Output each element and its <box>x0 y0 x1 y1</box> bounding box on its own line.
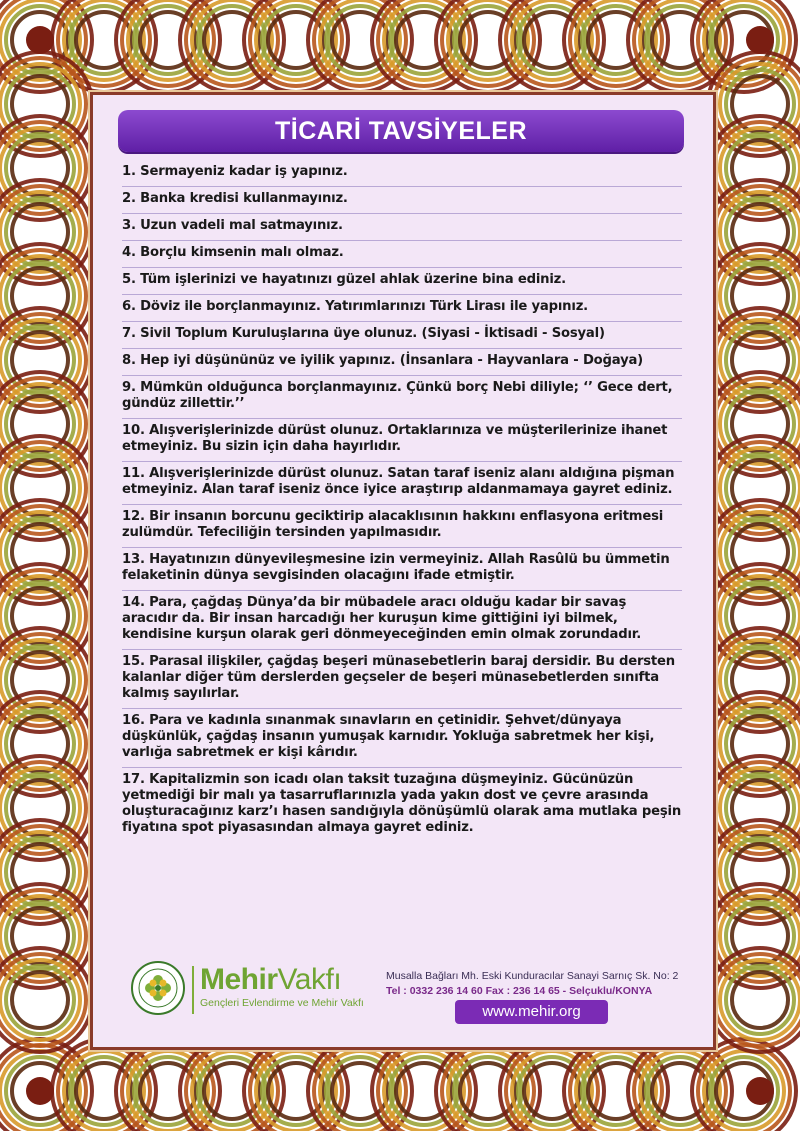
list-item: 15. Parasal ilişkiler, çağdaş beşeri münasebetlerin baraj dersidir. Bu dersten kalanlar diğer tüm derslerden geçseler de beşeri münasebetlerden sınıfta kalmış sayılırlar. <box>122 650 682 709</box>
list-item: 14. Para, çağdaş Dünya’da bir mübadele aracı olduğu kadar bir savaş aracıdır da. Bir insan harcadığı her kuruşun kime gittiğini iyi bilmek, kendisine kurşun olarak geri dönmeyeceğinden emin olmak zorundadır. <box>122 591 682 650</box>
list-item: 3. Uzun vadeli mal satmayınız. <box>122 214 682 241</box>
list-item: 11. Alışverişlerinizde dürüst olunuz. Satan taraf iseniz alanı aldığına pişman etmeyiniz. Alan taraf iseniz önce iyice araştırıp aldanmamaya gayret ediniz. <box>122 462 682 505</box>
list-item: 16. Para ve kadınla sınanmak sınavların en çetinidir. Şehvet/dünyaya düşkünlük, çağdaş insanın yumuşak karnıdır. Yokluğa sabretmek her kişi, varlığa sabretmek er kişi kârıdır. <box>122 709 682 768</box>
list-item: 6. Döviz ile borçlanmayınız. Yatırımlarınızı Türk Lirası ile yapınız. <box>122 295 682 322</box>
address-text: Musalla Bağları Mh. Eski Kunduracılar Sanayi Sarnıç Sk. No: 2 <box>386 970 679 982</box>
brand-tagline: Gençleri Evlendirme ve Mehir Vakfı <box>200 997 364 1009</box>
tips-list <box>122 160 682 842</box>
list-item: 5. Tüm işlerinizi ve hayatınızı güzel ahlak üzerine bina ediniz. <box>122 268 682 295</box>
phone-fax-text: Tel : 0332 236 14 60 Fax : 236 14 65 - Selçuklu/KONYA <box>386 985 653 997</box>
brand-name <box>200 963 341 997</box>
list-item: 2. Banka kredisi kullanmayınız. <box>122 187 682 214</box>
title-bar <box>118 110 684 152</box>
website-link[interactable]: www.mehir.org <box>455 1000 608 1024</box>
footer-divider <box>192 966 194 1014</box>
brand-light: Vakfı <box>277 963 342 996</box>
page-title: TİCARİ TAVSİYELER <box>274 117 528 145</box>
list-item: 1. Sermayeniz kadar iş yapınız. <box>122 160 682 187</box>
list-item: 17. Kapitalizmin son icadı olan taksit tuzağına düşmeyiniz. Gücünüzün yetmediği bir malı ya tasarruflarınızla yada yakın dost ve çevre arasında oluşturacağınız karz’ı hasen sandığıyla dönüşümlü olarak ama mutlaka peşin fiyatına spot piyasasından almaya gayret ediniz. <box>122 772 682 835</box>
list-item: 7. Sivil Toplum Kuruluşlarına üye olunuz. (Siyasi - İktisadi - Sosyal) <box>122 322 682 349</box>
brand-bold: Mehir <box>200 963 278 996</box>
list-item: 4. Borçlu kimsenin malı olmaz. <box>122 241 682 268</box>
list-item: 9. Mümkün olduğunca borçlanmayınız. Çünkü borç Nebi diliyle; ‘’ Gece dert, gündüz zillettir.’’ <box>122 376 682 419</box>
list-item: 8. Hep iyi düşününüz ve iyilik yapınız. (İnsanlara - Hayvanlara - Doğaya) <box>122 349 682 376</box>
list-item: 10. Alışverişlerinizde dürüst olunuz. Ortaklarınıza ve müşterilerinize ihanet etmeyiniz. Bu sizin için daha hayırlıdır. <box>122 419 682 462</box>
list-item: 12. Bir insanın borcunu geciktirip alacaklısının hakkını enflasyona eritmesi zulümdür. Tefeciliğin tersinden yapılmasıdır. <box>122 505 682 548</box>
list-item: 13. Hayatınızın dünyevileşmesine izin vermeyiniz. Allah Rasûlü bu ümmetin felaketinin dünya sevgisinden olacağını ifade etmiştir. <box>122 548 682 591</box>
vakif-seal-logo <box>130 960 186 1016</box>
